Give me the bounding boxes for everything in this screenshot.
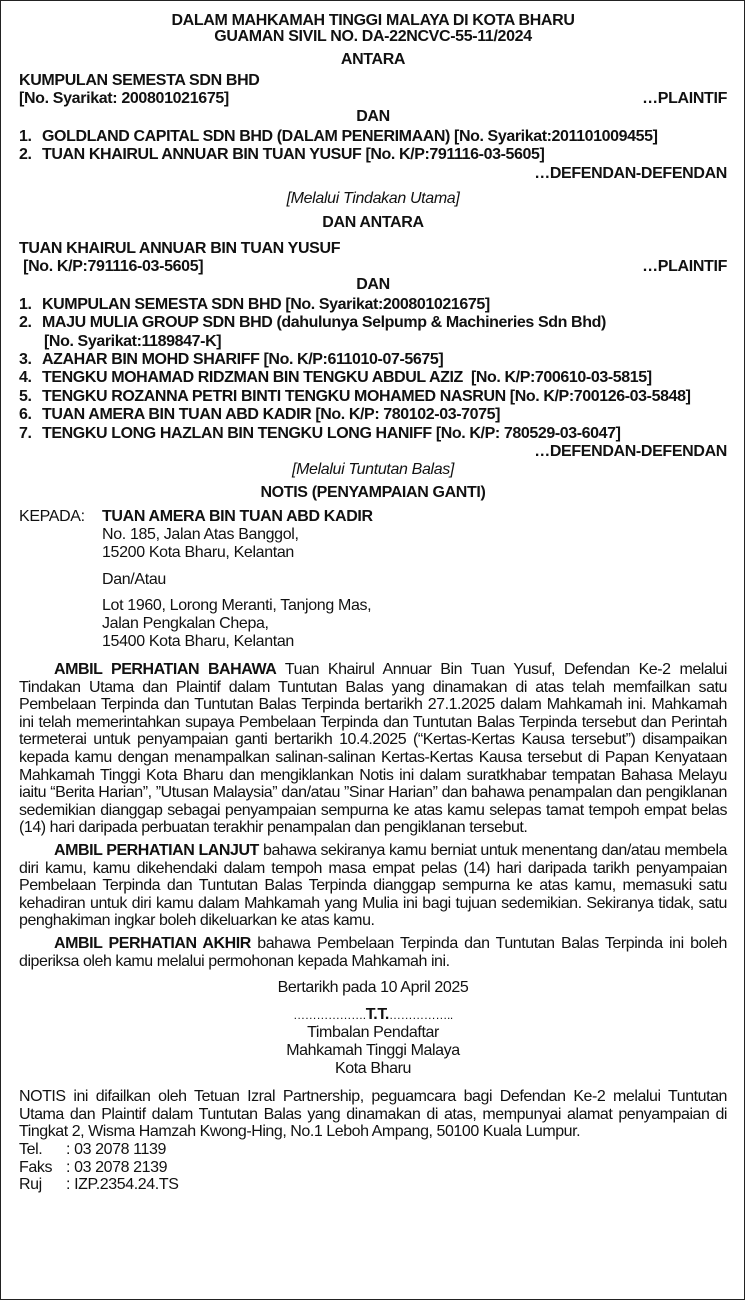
- signature-line: ……………….T.T.……………..: [293, 1006, 453, 1024]
- address-line: Lot 1960, Lorong Meranti, Tanjong Mas,: [102, 597, 372, 615]
- suit1-plaintiff: [19, 72, 727, 108]
- address-line: 15400 Kota Bharu, Kelantan: [102, 633, 294, 651]
- suit2-plaintiff-name: TUAN KHAIRUL ANNUAR BIN TUAN YUSUF: [19, 239, 341, 257]
- recipient-name: TUAN AMERA BIN TUAN ABD KADIR: [102, 508, 373, 526]
- list-item: 6. TUAN AMERA BIN TUAN ABD KADIR [No. K/P: 780102-03-7075]: [19, 406, 501, 424]
- list-item: 1. KUMPULAN SEMESTA SDN BHD [No. Syarikat:200801021675]: [19, 295, 490, 313]
- dan-antara-label: DAN ANTARA: [322, 213, 424, 231]
- signature-tt: T.T.: [365, 1006, 389, 1024]
- list-item: 2. TUAN KHAIRUL ANNUAR BIN TUAN YUSUF [No. K/P:791116-03-5605]: [19, 146, 545, 164]
- recipient-details: [102, 508, 373, 651]
- suit2-defendant-role: …DEFENDAN-DEFENDAN: [534, 443, 727, 461]
- list-item: 5. TENGKU ROZANNA PETRI BINTI TENGKU MOHAMED NASRUN [No. K/P:700126-03-5848]: [19, 387, 691, 405]
- footer-notis: NOTIS ini difailkan oleh Tetuan Izral Partnership, peguamcara bagi Defendan Ke-2 melalui Tuntutan Utama dan Plaintif dalam Tuntutan Balas yang dinamakan di atas, mempunyai alamat penyampaian di Tingkat 2, Wisma Hamzah Kwong-Hing, No.1 Leboh Ampang, 50100 Kuala Lumpur.: [19, 1088, 727, 1141]
- list-item: 7. TENGKU LONG HAZLAN BIN TENGKU LONG HANIFF [No. K/P: 780529-03-6047]: [19, 424, 621, 442]
- signature-court: Mahkamah Tinggi Malaya: [286, 1042, 460, 1060]
- list-item: 2. MAJU MULIA GROUP SDN BHD (dahulunya Selpump & Machineries Sdn Bhd): [19, 314, 606, 332]
- antara-label: ANTARA: [340, 51, 406, 68]
- case-number: GUAMAN SIVIL NO. DA-22NCVC-55-11/2024: [214, 28, 532, 45]
- recipient-label: KEPADA:: [19, 508, 85, 526]
- notice-title: NOTIS (PENYAMPAIAN GANTI): [260, 484, 486, 502]
- list-item: 1. GOLDLAND CAPITAL SDN BHD (DALAM PENERIMAAN) [No. Syarikat:201101009455]: [19, 128, 658, 145]
- recipient-or: Dan/Atau: [102, 571, 166, 589]
- suit2-plaintiff: [19, 240, 727, 276]
- suit2-via: [Melalui Tuntutan Balas]: [291, 461, 455, 479]
- address-line: 15200 Kota Bharu, Kelantan: [102, 544, 294, 562]
- dated-line: Bertarikh pada 10 April 2025: [277, 979, 469, 997]
- paragraph-ambil-lanjut: AMBIL PERHATIAN LANJUT bahawa sekiranya kamu berniat untuk menentang dan/atau membela diri kamu, kamu dikehendaki dalam tempoh masa empat pelas (14) hari daripada tarikh penyampaian Pembelaan Terpinda dan Tuntutan Balas Terpinda dianggap sempurna ke atas kamu, memasuki satu kehadiran untuk diri kamu dalam Mahkamah yang Mulia ini bagi tujuan sedemikian. Sekiranya tidak, satu penghakiman ingkar boleh dikeluarkan ke atas kamu.: [19, 842, 728, 930]
- suit1-via: [Melalui Tindakan Utama]: [286, 189, 460, 207]
- suit1-plaintiff-role: …PLAINTIF: [642, 90, 727, 107]
- signature-place: Kota Bharu: [334, 1060, 412, 1078]
- paragraph-ambil-akhir: AMBIL PERHATIAN AKHIR bahawa Pembelaan Terpinda dan Tuntutan Balas Terpinda ini boleh diperiksa oleh kamu melalui permohonan kepada Mahkamah ini.: [19, 934, 727, 970]
- suit1-plaintiff-name: KUMPULAN SEMESTA SDN BHD: [19, 72, 260, 89]
- address-line: No. 185, Jalan Atas Banggol,: [102, 526, 299, 544]
- suit1-plaintiff-reg-row: [19, 90, 727, 108]
- suit2-plaintiff-reg-row: [19, 258, 727, 276]
- list-item: 4. TENGKU MOHAMAD RIDZMAN BIN TENGKU ABDUL AZIZ [No. K/P:700610-03-5815]: [19, 369, 652, 387]
- court-title: DALAM MAHKAMAH TINGGI MALAYA DI KOTA BHARU: [171, 12, 575, 29]
- list-item: 3. AZAHAR BIN MOHD SHARIFF [No. K/P:611010-07-5675]: [19, 351, 444, 369]
- recipient-block: [19, 508, 727, 651]
- paragraph-ambil-perhatian: AMBIL PERHATIAN BAHAWA Tuan Khairul Annuar Bin Tuan Yusuf, Defendan Ke-2 melalui Tindakan Utama dan Plaintif dalam Tuntutan Balas yang dinamakan di atas telah memfailkan satu Pembelaan Terpinda dan Tuntutan Balas Terpinda bertarikh 27.1.2025 dalam Mahkamah ini. Mahkamah ini telah memerintahkan supaya Pembelaan Terpinda dan Tuntutan Balas Terpinda tersebut dan Perintah termeterai untuk penyampaian ganti bertarikh 10.4.2025 (“Kertas-Kertas Kausa tersebut”) disampaikan kepada kamu dengan menampalkan salinan-salinan Kertas-Kertas Kausa tersebut di Papan Kenyataan Mahkamah Tinggi Kota Bharu dan mengiklankan Notis ini dalam suratkhabar tempatan Bahasa Melayu iaitu “Berita Harian”, ”Utusan Malaysia” dan/atau ”Sinar Harian” dan bahawa penampalan dan pengiklanan sedemikian dianggap sebagai penyampaian sempurna ke atas kamu selepas tamat tempoh empat belas (14) hari daripada perbuatan terakhir penampalan dan pengiklanan tersebut.: [19, 661, 727, 837]
- suit1-defendants: [19, 128, 727, 165]
- suit2-plaintiff-reg: [No. K/P:791116-03-5605]: [19, 257, 204, 275]
- list-item: [No. Syarikat:1189847-K]: [44, 332, 222, 350]
- address-line: Jalan Pengkalan Chepa,: [102, 615, 269, 633]
- suit1-plaintiff-reg: [No. Syarikat: 200801021675]: [19, 90, 229, 107]
- signature-title: Timbalan Pendaftar: [307, 1024, 439, 1042]
- contact-tel: Tel. : 03 2078 1139: [19, 1140, 166, 1158]
- suit2-defendants: [19, 296, 727, 443]
- suit1-dan: DAN: [356, 108, 390, 125]
- suit2-dan: DAN: [356, 275, 390, 293]
- contact-ref: Ruj : IZP.2354.24.TS: [19, 1176, 179, 1194]
- contact-fax: Faks : 03 2078 2139: [19, 1158, 168, 1176]
- suit2-plaintiff-role: …PLAINTIF: [642, 257, 727, 275]
- suit1-defendant-role: …DEFENDAN-DEFENDAN: [534, 164, 727, 182]
